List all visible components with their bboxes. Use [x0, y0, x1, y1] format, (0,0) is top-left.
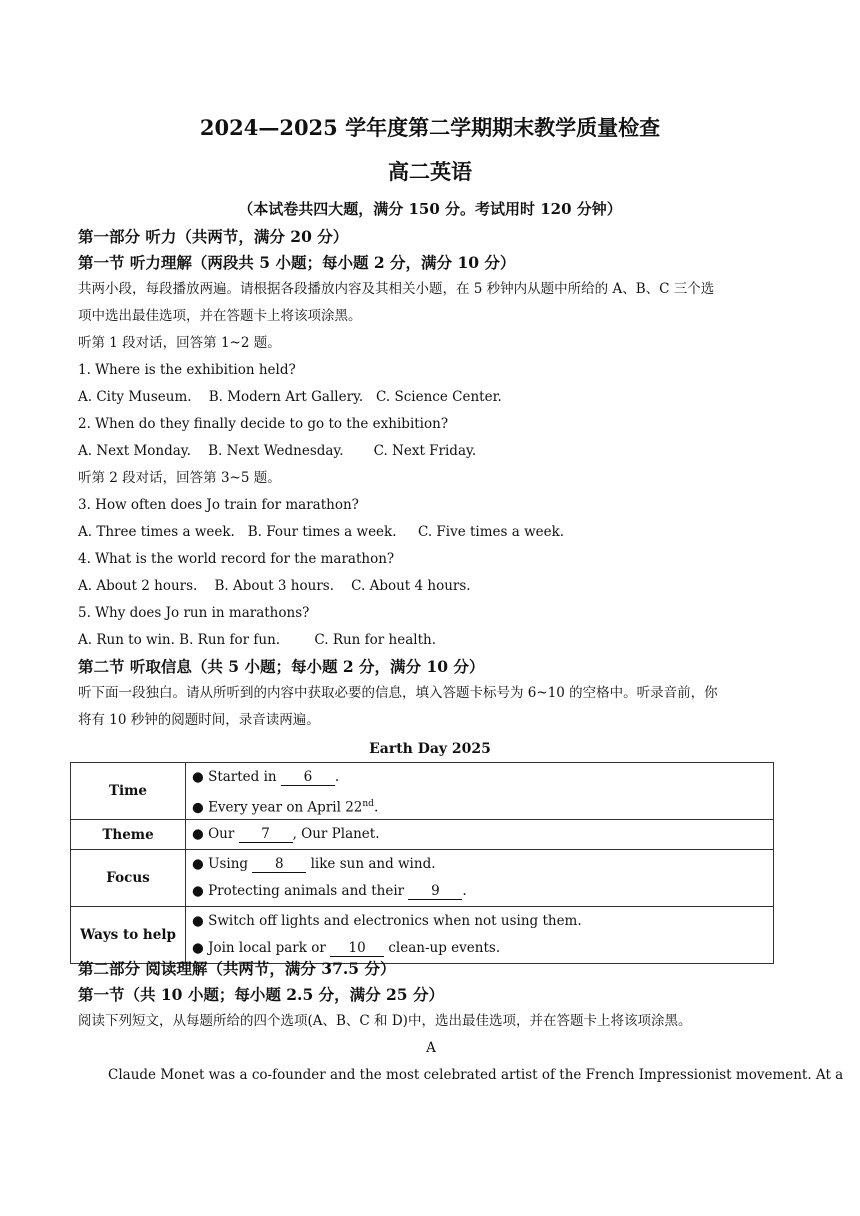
part2-heading: 第二部分 阅读理解（共两节，满分 37.5 分）	[78, 959, 396, 978]
section2-instructions-2: 将有 10 秒钟的阅题时间，录音读两遍。	[78, 712, 320, 728]
question-5-options: A. Run to win. B. Run for fun. C. Run for health.	[78, 632, 437, 648]
row-key-time: Time	[71, 763, 186, 820]
question-1-options: A. City Museum. B. Modern Art Gallery. C. Science Center.	[78, 389, 502, 405]
question-5: 5. Why does Jo run in marathons?	[78, 605, 310, 621]
earth-day-table	[70, 762, 774, 964]
table-title: Earth Day 2025	[369, 741, 491, 757]
question-3: 3. How often does Jo train for marathon?	[78, 497, 359, 513]
section2-heading: 第二节 听取信息（共 5 小题；每小题 2 分，满分 10 分）	[78, 657, 485, 676]
dialog2-intro: 听第 2 段对话，回答第 3~5 题。	[78, 470, 281, 486]
question-4: 4. What is the world record for the marathon?	[78, 551, 395, 567]
question-4-options: A. About 2 hours. B. About 3 hours. C. About 4 hours.	[78, 578, 471, 594]
question-2: 2. When do they finally decide to go to the exhibition?	[78, 416, 449, 432]
row-key-ways-to-help: Ways to help	[71, 907, 186, 964]
answer-blank-6: 6	[281, 769, 335, 786]
exam-subject: 高二英语	[388, 159, 472, 184]
question-1: 1. Where is the exhibition held?	[78, 362, 296, 378]
section2-instructions-1: 听下面一段独白。请从所听到的内容中获取必要的信息，填入答题卡标号为 6~10 的空格中。听录音前，你	[78, 685, 718, 701]
answer-blank-10: 10	[330, 940, 384, 957]
part1	[78, 224, 784, 734]
passage-label: A	[426, 1040, 436, 1056]
part2-instructions: 阅读下列短文，从每题所给的四个选项(A、B、C 和 D)中，选出最佳选项，并在答题卡上将该项涂黑。	[78, 1013, 692, 1029]
passage-first-line: Claude Monet was a co-founder and the most celebrated artist of the French Impressionist movement. At a	[108, 1067, 844, 1083]
answer-blank-8: 8	[252, 856, 306, 873]
section1-instructions-2: 项中选出最佳选项，并在答题卡上将该项涂黑。	[78, 308, 362, 324]
row-key-theme: Theme	[71, 820, 186, 850]
section1-heading: 第一节 听力理解（两段共 5 小题；每小题 2 分，满分 10 分）	[78, 253, 516, 272]
table-row-theme: Theme ● Our 7 , Our Planet.	[71, 820, 774, 850]
dialog1-intro: 听第 1 段对话，回答第 1~2 题。	[78, 335, 281, 351]
answer-blank-7: 7	[239, 826, 293, 843]
part2-section1-heading: 第一节（共 10 小题；每小题 2.5 分，满分 25 分）	[78, 985, 444, 1004]
table-row-ways-to-help: Ways to help ● Switch off lights and electronics when not using them. ● Join local park or 10 clean-up events.	[71, 907, 774, 964]
question-3-options: A. Three times a week. B. Four times a week. C. Five times a week.	[78, 524, 565, 540]
section1-instructions-1: 共两小段，每段播放两遍。请根据各段播放内容及其相关小题，在 5 秒钟内从题中所给的 A、B、C 三个选	[78, 281, 715, 297]
row-key-focus: Focus	[71, 850, 186, 907]
exam-note: （本试卷共四大题，满分 150 分。考试用时 120 分钟）	[238, 200, 622, 218]
question-2-options: A. Next Monday. B. Next Wednesday. C. Next Friday.	[78, 443, 477, 459]
table-row-time: Time ● Started in 6 . ● Every year on April 22nd.	[71, 763, 774, 820]
part1-heading: 第一部分 听力（共两节，满分 20 分）	[78, 227, 349, 246]
table-row-focus: Focus ● Using 8 like sun and wind. ● Protecting animals and their 9 .	[71, 850, 774, 907]
answer-blank-9: 9	[408, 883, 462, 900]
part2	[78, 956, 844, 1089]
exam-title: 2024—2025 学年度第二学期期末教学质量检查	[199, 115, 661, 140]
